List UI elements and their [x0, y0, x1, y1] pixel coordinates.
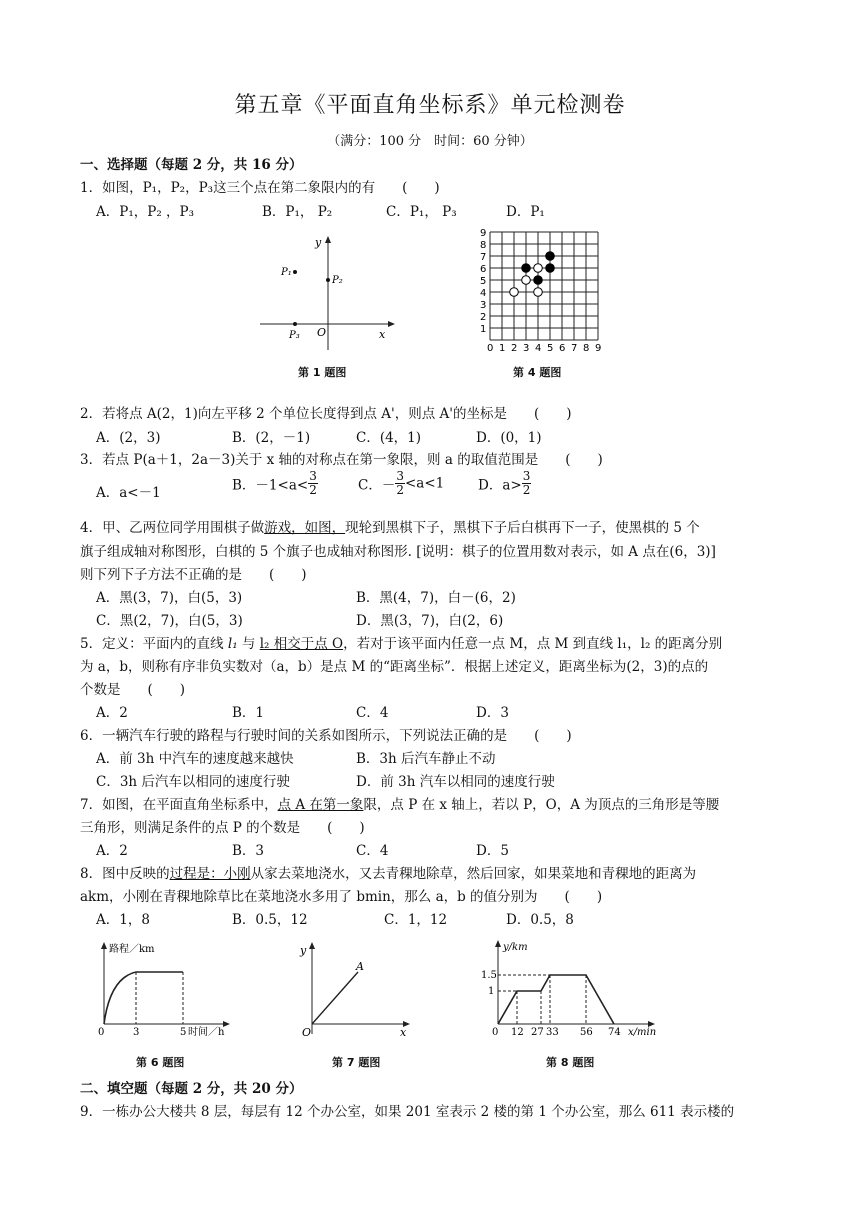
q5-option-c: C．4	[356, 705, 389, 721]
page-subtitle: （满分：100 分 时间：60 分钟）	[327, 134, 533, 149]
q6-option-b: B．3h 后汽车静止不动	[356, 751, 496, 767]
q4-option-c: C．黑(2，7)，白(5，3)	[96, 613, 243, 629]
q3-option-c: C．－ $\frac{3}{2}$ <a<1	[358, 469, 445, 497]
q6-option-c: C．3h 后汽车以相同的速度行驶	[96, 774, 290, 790]
q4-option-d: D．黑(3，7)，白(2，6)	[356, 613, 504, 629]
y-tick-label: 6	[480, 264, 487, 275]
y-tick-label: 8	[480, 240, 487, 251]
q3-option-a: A．a<－1	[96, 485, 161, 501]
fig8-tick-y15: 1.5	[481, 970, 497, 981]
fig6-curve	[104, 972, 136, 1024]
question-4-line-2: 旗子组成轴对称图形，白棋的 5 个旗子也成轴对称图形. [说明：棋子的位置用数对表示，如 A 点在(6，3)]	[80, 544, 716, 560]
q8-option-c: C．1，12	[384, 912, 448, 928]
q8-option-a: A．1，8	[96, 912, 150, 928]
q7-option-d: D．5	[476, 843, 509, 859]
black-stone	[546, 252, 555, 261]
fig8-tick-74: 74	[608, 1027, 621, 1038]
white-stone	[534, 288, 543, 297]
q5-option-b: B．1	[232, 705, 265, 721]
white-stone	[522, 276, 531, 285]
fig1-p2-label: P₂	[332, 275, 343, 286]
q1-option-c: C．P₁， P₃	[386, 204, 457, 220]
fig6-ylabel: 路程／km	[109, 944, 155, 955]
q8-option-b: B．0.5，12	[232, 912, 308, 928]
fig1-p3-label: P₃	[289, 330, 300, 341]
fig8-ylabel: y/km	[503, 942, 528, 953]
question-5-line-3: 个数是 ( )	[80, 682, 186, 698]
black-stone	[522, 264, 531, 273]
x-tick-label: 0	[487, 343, 494, 354]
y-tick-label: 1	[480, 324, 487, 335]
fig1-y-label: y	[315, 236, 322, 249]
section-heading-2: 二、填空题（每题 2 分，共 20 分）	[80, 1081, 303, 1097]
white-stone	[534, 264, 543, 273]
fig6-caption: 第 6 题图	[136, 1056, 185, 1069]
q1-option-a: A．P₁，P₂ ，P₃	[96, 204, 195, 220]
fig7-point-a: A	[356, 960, 364, 973]
p3-point	[293, 322, 297, 326]
fig8-tick-56: 56	[580, 1027, 593, 1038]
question-8-line-1: 8．图中反映的过程是：小刚从家去菜地浇水，又去青稞地除草，然后回家，如果菜地和青稞地的距离为	[80, 866, 697, 882]
fig1-p1-label: P₁	[281, 267, 292, 278]
fig6-tick-5: 5	[180, 1027, 187, 1038]
question-3-stem: 3．若点 P(a＋1，2a－3)关于 x 轴的对称点在第一象限，则 a 的取值范围是 ( )	[80, 452, 603, 468]
question-5-line-1: 5．定义：平面内的直线 l₁ 与 l₂ 相交于点 O，若对于该平面内任意一点 M，点 M 到直线 l₁，l₂ 的距离分别	[80, 636, 723, 652]
question-8-line-2: akm，小刚在青稞地除草比在菜地浇水多用了 bmin，那么 a，b 的值分别为 ( )	[80, 889, 603, 905]
question-9-stem: 9．一栋办公大楼共 8 层，每层有 12 个办公室，如果 201 室表示 2 楼的第 1 个办公室，那么 611 表示楼的	[80, 1104, 735, 1120]
question-5-line-2: 为 a，b，则称有序非负实数对（a，b）是点 M 的“距离坐标”．根据上述定义，距离坐标为(2，3)的点的	[80, 659, 709, 675]
x-tick-label: 8	[583, 343, 590, 354]
fig6-xlabel: 时间／h	[188, 1027, 225, 1038]
q2-option-b: B．(2，－1)	[232, 430, 311, 446]
fraction: $\frac{3}{2}$	[522, 469, 531, 497]
p2-point	[326, 278, 330, 282]
fraction: $\frac{3}{2}$	[396, 469, 404, 497]
p1-point	[293, 270, 297, 274]
q3-b-text: B．－1<a<	[232, 477, 309, 494]
q8-option-d: D．0.5，8	[506, 912, 574, 928]
question-1-stem: 1．如图，P₁，P₂，P₃这三个点在第二象限内的有 ( )	[80, 180, 440, 196]
q6-option-d: D．前 3h 汽车以相同的速度行驶	[356, 774, 555, 790]
fig8-caption: 第 8 题图	[546, 1056, 595, 1069]
x-tick-label: 3	[523, 343, 530, 354]
figure-1	[255, 228, 400, 353]
fig1-x-label: x	[379, 328, 386, 341]
q7-option-a: A．2	[96, 843, 128, 859]
fig8-xlabel: x/min	[628, 1027, 657, 1038]
y-tick-label: 2	[480, 312, 487, 323]
x-tick-label: 1	[499, 343, 506, 354]
y-tick-label: 7	[480, 252, 487, 263]
fig4-caption: 第 4 题图	[513, 366, 562, 379]
y-tick-label: 5	[480, 276, 487, 287]
figure-8	[478, 938, 668, 1038]
fig7-caption: 第 7 题图	[332, 1056, 381, 1069]
fig6-origin: 0	[98, 1027, 105, 1038]
fig8-tick-27: 27	[531, 1027, 544, 1038]
q2-option-c: C．(4，1)	[356, 430, 422, 446]
question-6-stem: 6．一辆汽车行驶的路程与行驶时间的关系如图所示，下列说法正确的是 ( )	[80, 728, 572, 744]
q5-option-d: D．3	[476, 705, 509, 721]
question-4-line-1: 4．甲、乙两位同学用围棋子做游戏，如图，现轮到黑棋下子，黑棋下子后白棋再下一子，使黑棋的 5 个	[80, 520, 700, 536]
figure-4	[474, 228, 604, 356]
fig8-origin: 0	[492, 1027, 499, 1038]
x-tick-label: 4	[535, 343, 542, 354]
q4-option-b: B．黑(4，7)，白－(6，2)	[356, 590, 516, 606]
section-heading: 一、选择题（每题 2 分，共 16 分）	[80, 157, 303, 173]
q5-option-a: A．2	[96, 705, 128, 721]
x-tick-label: 5	[547, 343, 554, 354]
q1-option-d: D．P₁	[506, 204, 545, 220]
q7-option-c: C．4	[356, 843, 389, 859]
fig8-tick-12: 12	[511, 1027, 524, 1038]
fig7-y-label: y	[300, 944, 307, 957]
white-stone	[510, 288, 519, 297]
q2-option-d: D．(0，1)	[476, 430, 542, 446]
fig1-caption: 第 1 题图	[298, 366, 347, 379]
fig8-path	[498, 975, 614, 1024]
x-tick-label: 6	[559, 343, 566, 354]
black-stone	[534, 276, 543, 285]
q7-option-b: B．3	[232, 843, 265, 859]
x-tick-label: 7	[571, 343, 578, 354]
question-7-line-2: 三角形，则满足条件的点 P 的个数是 ( )	[80, 820, 365, 836]
page-title: 第五章《平面直角坐标系》单元检测卷	[234, 93, 626, 118]
x-tick-label: 9	[595, 343, 602, 354]
x-tick-label: 2	[511, 343, 518, 354]
fig8-tick-33: 33	[546, 1027, 559, 1038]
q6-option-a: A．前 3h 中汽车的速度越来越快	[96, 751, 294, 767]
fig7-segment-oa	[312, 972, 358, 1024]
figure-6	[88, 938, 238, 1038]
figure-7	[296, 938, 416, 1038]
fig6-tick-3: 3	[133, 1027, 140, 1038]
question-4-line-3: 则下列下子方法不正确的是 ( )	[80, 567, 307, 583]
q3-option-b	[232, 470, 318, 497]
question-2-stem: 2．若将点 A(2，1)向左平移 2 个单位长度得到点 A'，则点 A'的坐标是 ( )	[80, 406, 572, 422]
y-tick-label: 3	[480, 300, 487, 311]
q3-option-d: D．a> $\frac{3}{2}$	[478, 469, 531, 497]
q4-option-a: A．黑(3，7)，白(5，3)	[96, 590, 243, 606]
q2-option-a: A．(2，3)	[96, 430, 161, 446]
question-7-line-1: 7．如图，在平面直角坐标系中，点 A 在第一象限，点 P 在 x 轴上，若以 P，O，A 为顶点的三角形是等腰	[80, 797, 720, 813]
y-tick-label: 4	[480, 288, 487, 299]
fraction: $\frac{3}{2}$	[309, 469, 317, 497]
y-tick-label: 9	[480, 228, 487, 239]
fig1-origin: O	[317, 326, 327, 339]
black-stone	[546, 264, 555, 273]
q1-option-b: B．P₁， P₂	[262, 204, 333, 220]
fig7-origin: O	[302, 1026, 312, 1038]
fig8-tick-y1: 1	[488, 986, 495, 997]
fig7-x-label: x	[400, 1026, 407, 1038]
